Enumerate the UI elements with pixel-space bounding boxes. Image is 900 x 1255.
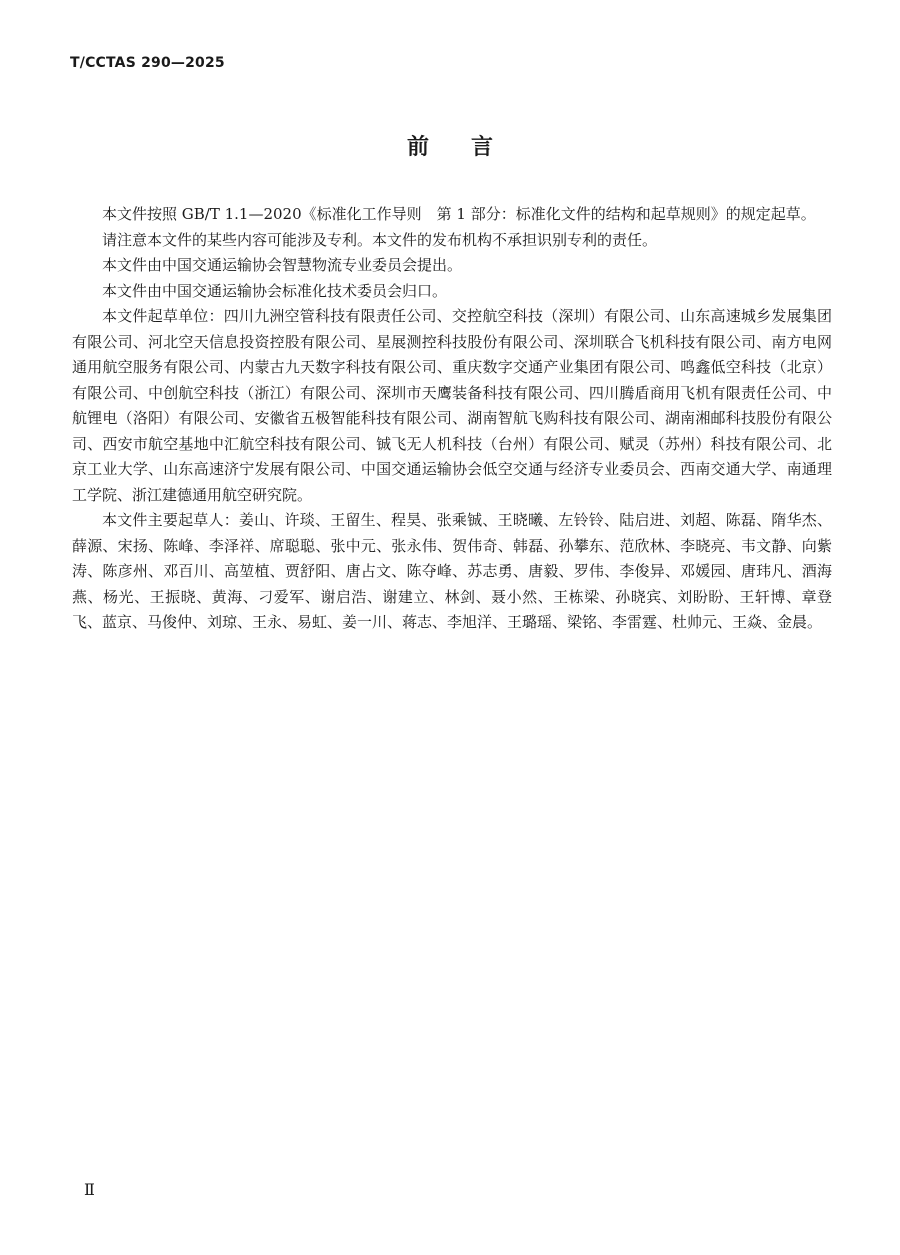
- document-code-header: T/CCTAS 290—2025: [70, 55, 225, 71]
- paragraph-main-drafters: 本文件主要起草人：姜山、许琰、王留生、程昊、张乘铖、王晓曦、左铃铃、陆启进、刘超、陈磊、隋华杰、薛源、宋扬、陈峰、李泽祥、席聪聪、张中元、张永伟、贺伟奇、韩磊、孙攀东、范欣林、李晓亮、韦文静、向紫涛、陈彦州、邓百川、高堃植、贾舒阳、唐占文、陈夺峰、苏志勇、唐毅、罗伟、李俊异、邓媛园、唐玮凡、酒海燕、杨光、王振晓、黄海、刁爱军、谢启浩、谢建立、林剑、聂小然、王栋梁、孙晓宾、刘盼盼、王轩博、章登飞、蓝京、马俊仲、刘琼、王永、易虹、姜一川、蒋志、李旭洋、王璐瑶、梁铭、李雷霆、杜帅元、王焱、金晨。: [72, 511, 832, 631]
- paragraph-proposed-by: 本文件由中国交通运输协会智慧物流专业委员会提出。: [102, 256, 463, 274]
- paragraph-drafting-rules: 本文件按照 GB/T 1.1—2020《标准化工作导则 第 1 部分：标准化文件的结构和起草规则》的规定起草。: [102, 205, 816, 223]
- section-title: 前言: [406, 135, 535, 160]
- paragraph-patent-notice: 请注意本文件的某些内容可能涉及专利。本文件的发布机构不承担识别专利的责任。: [102, 230, 658, 249]
- body-text: [72, 202, 832, 636]
- paragraph-drafting-organizations: 本文件起草单位：四川九洲空管科技有限责任公司、交控航空科技（深圳）有限公司、山东高速城乡发展集团有限公司、河北空天信息投资控股有限公司、星展测控科技股份有限公司、深圳联合飞机科技有限公司、南方电网通用航空服务有限公司、内蒙古九天数字科技有限公司、重庆数字交通产业集团有限公司、鸣鑫低空科技（北京）有限公司、中创航空科技（浙江）有限公司、深圳市天鹰装备科技有限公司、四川腾盾商用飞机有限责任公司、中航锂电（洛阳）有限公司、安徽省五极智能科技有限公司、湖南智航飞购科技有限公司、湖南湘邮科技股份有限公司、西安市航空基地中汇航空科技有限公司、铖飞无人机科技（台州）有限公司、赋灵（苏州）科技有限公司、北京工业大学、山东高速济宁发展有限公司、中国交通运输协会低空交通与经济专业委员会、西南交通大学、南通理工学院、浙江建德通用航空研究院。: [72, 307, 832, 504]
- page-number: Ⅱ: [84, 1180, 95, 1199]
- paragraph-centralized-by: 本文件由中国交通运输协会标准化技术委员会归口。: [102, 281, 448, 300]
